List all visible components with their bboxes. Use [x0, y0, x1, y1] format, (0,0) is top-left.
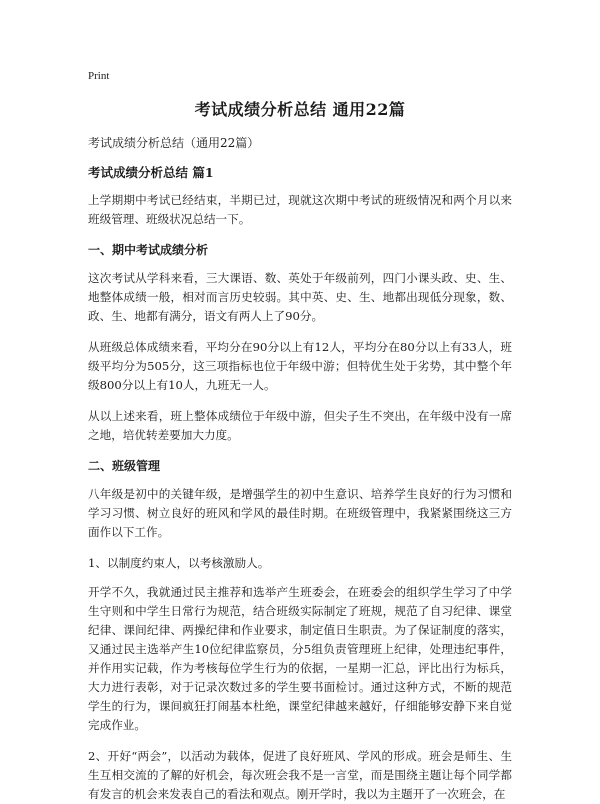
paragraph: 八年级是初中的关键年级，是增强学生的初中生意识、培养学生良好的行为习惯和学习习惯、树立良好的班风和学风的最佳时期。在班级管理中，我紧紧围绕这三方面作以下工作。: [88, 487, 512, 539]
paragraph: 从以上述来看，班上整体成绩位于年级中游，但尖子生不突出，在年级中没有一席之地，培优转差要加大力度。: [88, 409, 512, 442]
paragraph: 开学不久，我就通过民主推荐和选举产生班委会，在班委会的组织学生学习了中学生守则和中学生日常行为规范，结合班级实际制定了班规，规范了自习纪律、课堂纪律、课间纪律、两操纪律和作业要求，制定值日生职责。为了保证制度的落实，又通过民主选举产生10位纪律监察员，分5组负责管理班上纪律，处理违纪事件，并作用实记载，作为考核每位学生行为的依据，一星期一汇总，评比出行为标兵，大力进行表彰，对于记录次数过多的学生要书面检讨。通过这种方式，不断的规范学生的行为，课间疯狂打闹基本杜绝，课堂纪律越来越好，仔细能够安静下来自觉完成作业。: [88, 585, 512, 732]
document-subtitle: 考试成绩分析总结（通用22篇）: [88, 136, 260, 150]
intro-paragraph: 上学期期中考试已经结束，半期已过，现就这次期中考试的班级情况和两个月以来班级管理、班级状况总结一下。: [88, 193, 512, 226]
paragraph: 1、以制度约束人，以考核激励人。: [88, 556, 270, 570]
print-label[interactable]: Print: [88, 70, 110, 82]
paragraph: 这次考试从学科来看，三大课语、数、英处于年级前列，四门小课头政、史、生、地整体成绩一般，相对而言历史较弱。其中英、史、生、地都出现低分现象，数、政、生、地都有满分，语文有两人上了90分。: [88, 271, 512, 323]
paragraph: 2、开好“两会”，以活动为载体，促进了良好班风、学风的形成。班会是师生、生生互相交流的了解的好机会，每次班会我不是一言堂，而是围绕主题让每个同学都有发言的机会来发表自己的看法和观点。刚开学时，我以为主题开了一次班会，在: [88, 749, 512, 801]
paragraph: 从班级总体成绩来看，平均分在90分以上有12人，平均分在80分以上有33人，班级平均分为505分，这三项指标也位于年级中游；但特优生处于劣势，其中整个年级800分以上有10人，九班无一人。: [88, 340, 512, 392]
section-heading-class-management: 二、班级管理: [88, 459, 161, 473]
document-title: 考试成绩分析总结 通用22篇: [194, 100, 406, 119]
section-heading-exam-analysis: 一、期中考试成绩分析: [88, 243, 209, 257]
article-heading: 考试成绩分析总结 篇1: [88, 165, 214, 180]
